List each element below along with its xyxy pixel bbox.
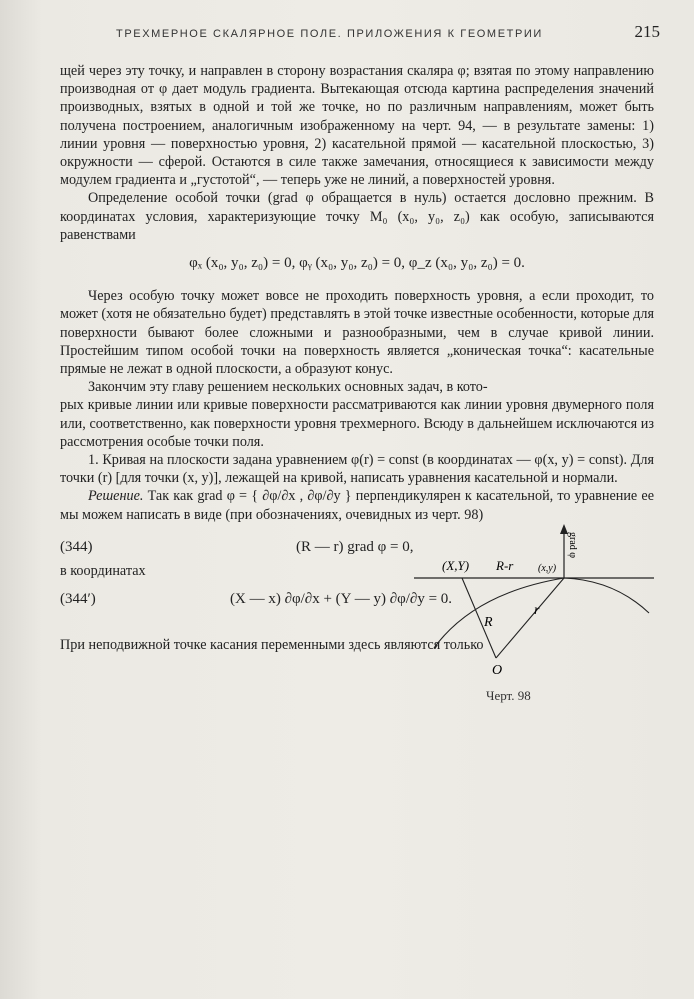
paragraph-tasks-intro: Закончим эту главу решением нескольких основных задач, в кото-	[88, 379, 488, 396]
figure-98	[414, 518, 654, 703]
equation-singular-point: φₓ (x₀, y₀, z₀) = 0, φᵧ (x₀, y₀, z₀) = 0, φ_z (x₀, y₀, z₀) = 0.	[189, 255, 525, 272]
paragraph-final-line: При неподвижной точке касания переменными здесь являются только	[60, 637, 484, 654]
solution-text: Так как grad φ = { ∂φ/∂x , ∂φ/∂y } перпендикулярен к касательной, то уравнение ее мы можем написать в виде (при обозначениях, очевидных из черт. 98)	[60, 488, 654, 523]
label-grad: grad φ	[567, 532, 578, 559]
equation-body: (R — r) grad φ = 0,	[296, 538, 414, 555]
equation-number: (344)	[60, 538, 93, 555]
label-xy: (x,y)	[538, 563, 557, 574]
equation-body: (X — x) ∂φ/∂x + (Y — y) ∂φ/∂y = 0.	[230, 591, 453, 608]
paragraph-continuation: щей через эту точку, и направлен в сторону возрастания скаляра φ; взятая по этому направлению производная от φ дает модуль градиента. Вытекающая отсюда картина распределения значений производных, взятых в одной и той же точке, но по различным направлениям, может быть получена построением, аналогичным изображенному на черт. 94, — в результате замены: 1) линии уровня — поверхностью уровня, 2) касательной прямой — касательной плоскостью, 3) окружности — сферой. Остаются в силе также замечания, относящиеся к зависимости между модулем градиента и „густотой“, — теперь уже не линий, а поверхностей уровня.	[60, 63, 654, 189]
vector-r	[496, 578, 564, 658]
label-R: R	[484, 615, 493, 630]
label-r: r	[534, 603, 540, 618]
label-R-minus-r: R-r	[496, 558, 514, 573]
paragraph-singular-point: Определение особой точки (grad φ обращается в нуль) остается дословно прежним. В координатах условия, характеризующие точку M₀ (x₀, y₀, z₀) как особую, записываются равенствами	[60, 190, 654, 243]
figure-caption: Черт. 98	[486, 688, 531, 703]
running-title: ТРЕХМЕРНОЕ СКАЛЯРНОЕ ПОЛЕ. ПРИЛОЖЕНИЯ К ГЕОМЕТРИИ	[116, 28, 543, 40]
arrow-head-icon	[560, 524, 568, 534]
page-number: 215	[634, 22, 660, 41]
solution-label: Решение.	[88, 488, 144, 505]
equation-number: (344′)	[60, 591, 96, 608]
in-coordinates-label: в координатах	[60, 562, 146, 579]
paragraph-level-surface: Через особую точку может вовсе не проходить поверхность уровня, а если проходит, то может (хотя не обязательно будет) представлять в этой точке известные особенности, которые для поверхности бывают более сложными и разнообразными, чем в случае кривой линии. Простейшим типом особой точки на поверхность является „коническая точка“: касательные прямые не лежат в одной плоскости, а образуют конус.	[60, 288, 654, 378]
paragraph-tasks-wrap: рых кривые линии или кривые поверхности рассматриваются как линии уровня двумерного поля или, соответственно, как поверхности уровня трехмерного. Всюду в дальнейшем исключаются из рассмотрения особые точки поля.	[60, 397, 654, 450]
label-XY: (X,Y)	[442, 558, 470, 573]
page-header	[116, 22, 660, 44]
problem-1-statement: 1. Кривая на плоскости задана уравнением φ(r) = const (в координатах — φ(x, y) = const). Для точки (r) [для точки (x, y)], лежащей на кривой, написать уравнения касательной и нормали.	[60, 452, 654, 487]
label-O: O	[492, 663, 503, 678]
